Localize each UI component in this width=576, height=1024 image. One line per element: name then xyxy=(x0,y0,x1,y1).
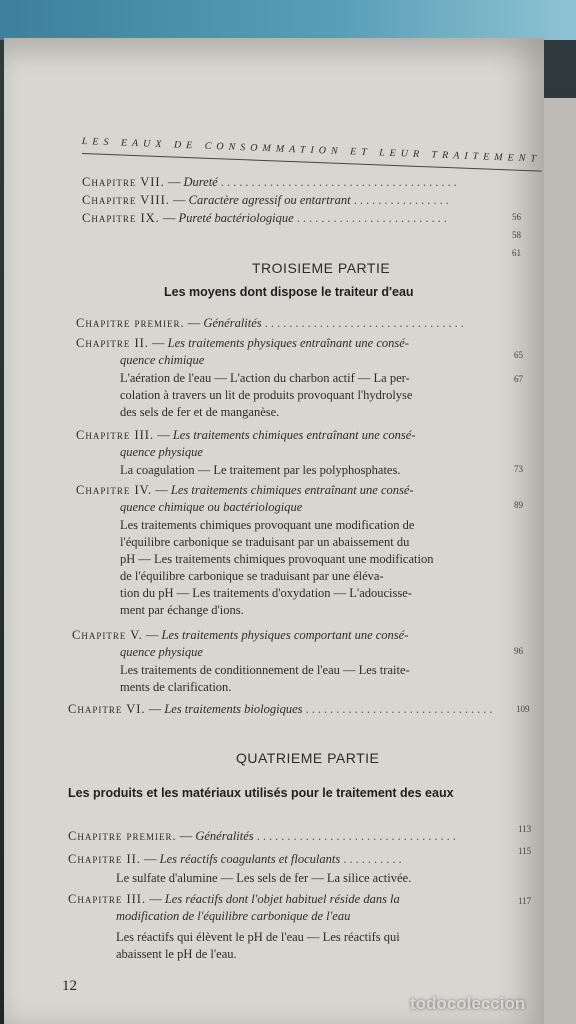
toc-entry: Chapitre VI. — Les traitements biologiques ............................... xyxy=(68,702,496,716)
toc-entry: Chapitre IV. — Les traitements chimiques entraînant une consé- xyxy=(76,483,414,497)
running-header: LES EAUX DE CONSOMMATION ET LEUR TRAITEMENT xyxy=(81,136,542,165)
chapter-desc: colation à travers un lit de produits provoquant l'hydrolyse xyxy=(120,388,413,402)
toc-entry-cont: quence chimique ou bactériologique xyxy=(120,500,303,514)
page-ref: 115 xyxy=(518,846,532,856)
watermark-logo: todocoleccion xyxy=(410,994,526,1013)
toc-entry: Chapitre V. — Les traitements physiques comportant une consé- xyxy=(72,628,409,642)
chapter-desc: l'équilibre carbonique se traduisant par un abaissement du xyxy=(120,535,410,549)
part-subtitle: Les moyens dont dispose le traiteur d'eau xyxy=(164,285,414,299)
next-page-edge xyxy=(542,98,576,1024)
chapter-desc: La coagulation — Le traitement par les polyphosphates. xyxy=(120,463,401,477)
toc-entry-cont: quence physique xyxy=(120,645,203,659)
toc-entry: Chapitre IX. — Pureté bactériologique ......................... xyxy=(82,211,450,225)
chapter-desc: Les traitements chimiques provoquant une modification de xyxy=(120,518,415,532)
chapter-desc: abaissent le pH de l'eau. xyxy=(116,947,237,961)
toc-entry: Chapitre premier. — Généralités ................................. xyxy=(76,316,467,330)
part-title: QUATRIEME PARTIE xyxy=(236,750,380,766)
toc-entry: Chapitre II. — Les traitements physiques entraînant une consé- xyxy=(76,336,409,350)
toc-entry-cont: modification de l'équilibre carbonique de l'eau xyxy=(116,909,351,923)
part-subtitle: Les produits et les matériaux utilisés pour le traitement des eaux xyxy=(68,786,454,800)
page-ref: 56 xyxy=(512,212,521,222)
chapter-desc: Les traitements de conditionnement de l'eau — Les traite- xyxy=(120,663,410,677)
page-ref: 117 xyxy=(518,896,532,906)
book-page xyxy=(4,38,544,1024)
toc-entry-cont: quence chimique xyxy=(120,353,205,367)
toc-entry: Chapitre III. — Les réactifs dont l'objet habituel réside dans la xyxy=(68,892,400,906)
toc-entry: Chapitre III. — Les traitements chimiques entraînant une consé- xyxy=(76,428,416,442)
toc-entry: Chapitre VII. — Dureté ....................................... xyxy=(82,175,460,189)
toc-entry: Chapitre VIII. — Caractère agressif ou entartrant ................ xyxy=(82,193,452,207)
page-ref: 73 xyxy=(514,464,523,474)
background-object xyxy=(0,0,576,40)
chapter-desc: tion du pH — Les traitements d'oxydation — L'adoucisse- xyxy=(120,586,412,600)
page-ref: 65 xyxy=(514,350,523,360)
page-number: 12 xyxy=(62,978,77,994)
part-title: TROISIEME PARTIE xyxy=(252,260,391,276)
page-ref: 113 xyxy=(518,824,532,834)
page-ref: 96 xyxy=(514,646,523,656)
page-ref: 89 xyxy=(514,500,523,510)
page-ref: 109 xyxy=(516,704,530,714)
chapter-desc: pH — Les traitements chimiques provoquant une modification xyxy=(120,552,434,566)
chapter-desc: Le sulfate d'alumine — Les sels de fer — La silice activée. xyxy=(116,871,412,885)
toc-entry-cont: quence physique xyxy=(120,445,203,459)
chapter-desc: des sels de fer et de manganèse. xyxy=(120,405,280,419)
toc-entry: Chapitre II. — Les réactifs coagulants et floculants .......... xyxy=(68,852,405,866)
chapter-desc: ment par échange d'ions. xyxy=(120,603,244,617)
chapter-desc: Les réactifs qui élèvent le pH de l'eau — Les réactifs qui xyxy=(116,930,400,944)
chapter-desc: de l'équilibre carbonique se traduisant par une éléva- xyxy=(120,569,384,583)
page-ref: 61 xyxy=(512,248,521,258)
chapter-desc: L'aération de l'eau — L'action du charbon actif — La per- xyxy=(120,371,410,385)
page-ref: 67 xyxy=(514,374,523,384)
toc-entry: Chapitre premier. — Généralités ................................. xyxy=(68,829,459,843)
page-ref: 58 xyxy=(512,230,521,240)
chapter-desc: ments de clarification. xyxy=(120,680,232,694)
